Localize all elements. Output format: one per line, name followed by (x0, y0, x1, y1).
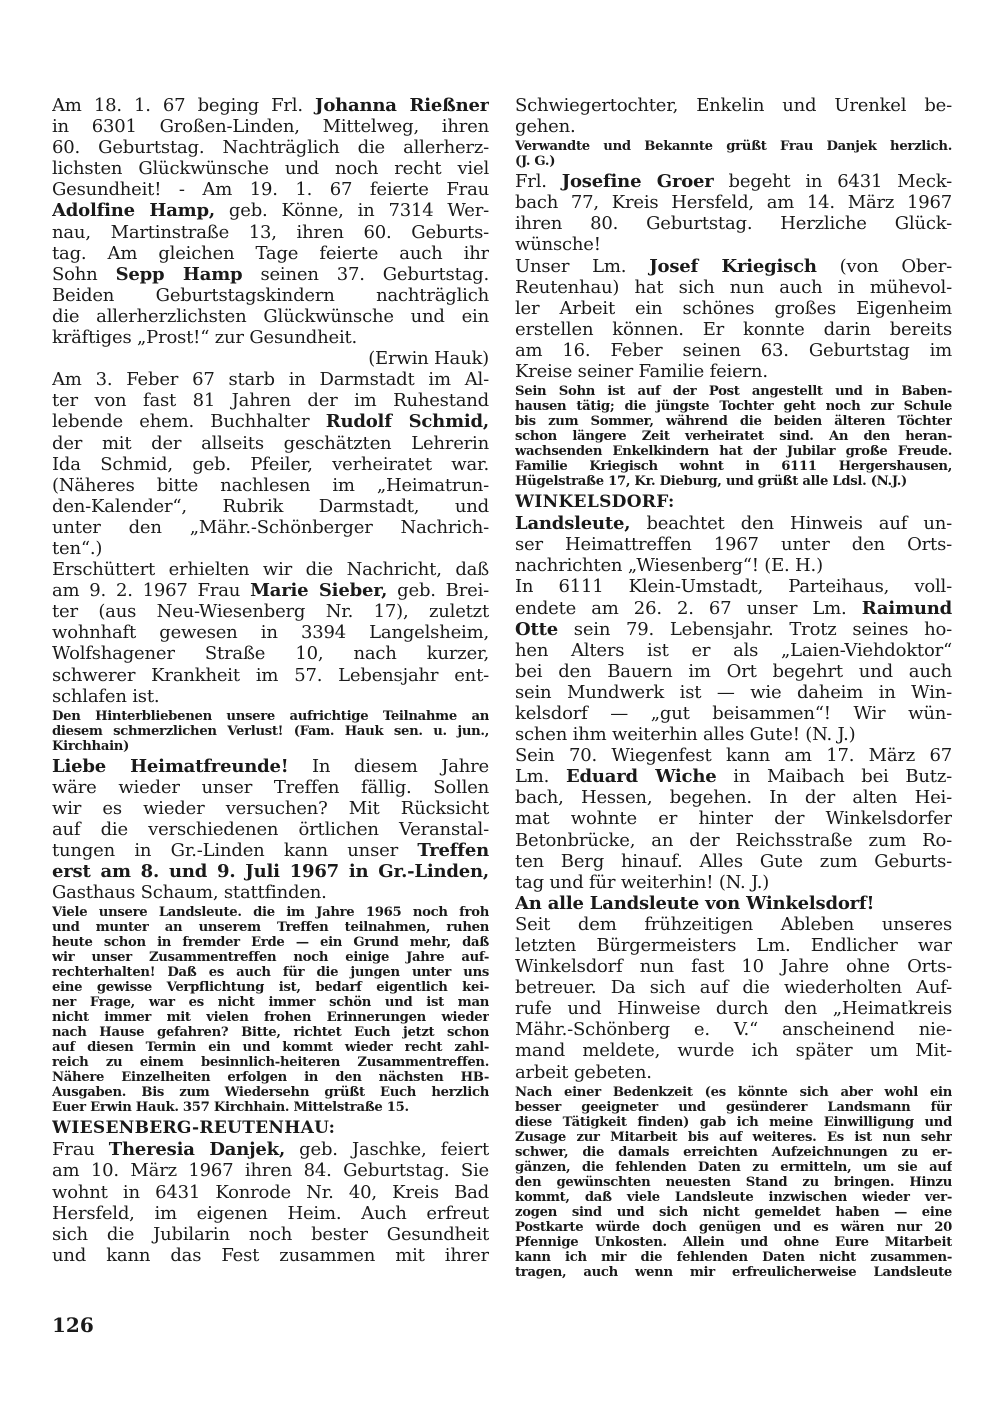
text-line (515, 977, 952, 998)
text-line (52, 1182, 489, 1203)
text-line (515, 277, 952, 298)
text-segment: seinen 37. Geburtstag. (242, 263, 489, 285)
paragraph (515, 914, 952, 1083)
text-segment: geb. Jaschke, feiert (285, 1139, 489, 1161)
text-segment: nau, Martinstraße 13, ihren 60. Geburts- (52, 221, 489, 243)
text-segment: sich die Jubilarin noch bester Gesundheit (52, 1223, 489, 1245)
text-line (515, 640, 952, 661)
bold-name: Johanna Rießner (315, 95, 489, 116)
paragraph (52, 369, 489, 559)
text-segment: Gesundheit! - Am 19. 1. 67 feierte Frau (52, 179, 489, 201)
text-segment: ten“.) (52, 537, 103, 559)
text-segment: Euer Erwin Hauk. 357 Kirchhain. Mittelstraße 15. (52, 1100, 409, 1116)
text-line (52, 1245, 489, 1266)
section-heading (515, 491, 952, 513)
text-segment: in 6301 Großen-Linden, Mittelweg, ihren (52, 116, 489, 138)
text-line (515, 1085, 952, 1100)
text-line (515, 234, 952, 255)
text-line (52, 965, 489, 980)
text-segment: Zusage zur Mitarbeit bis auf weiteres. Es ist nun sehr (515, 1129, 952, 1145)
text-line (52, 643, 489, 664)
text-line (52, 819, 489, 840)
text-segment: wohnhaft gewesen in 3394 Langelsheim, (52, 622, 489, 644)
text-line (515, 1040, 952, 1061)
text-segment: Sein 70. Wiegenfest kann am 17. März 67 (515, 745, 952, 767)
text-line (515, 361, 952, 382)
paragraph (515, 95, 952, 137)
text-segment: lichsten Glückwünsche und noch recht viel (52, 158, 489, 180)
text-segment: tragen, auch wenn mir erfreulicherweise Landsleute (515, 1264, 952, 1280)
text-line (52, 1025, 489, 1040)
text-line (515, 998, 952, 1019)
text-segment: gänzen, die fehlenden Daten zu ermitteln, um sie auf (515, 1159, 952, 1175)
text-segment: den-Kalender“, Rubrik Darmstadt, und (52, 495, 489, 517)
text-segment: auf die verschiedenen örtlichen Veranstal- (52, 819, 489, 840)
text-line (515, 830, 952, 851)
text-line (515, 399, 952, 414)
text-segment: Kreise seiner Familie feiern. (515, 361, 768, 383)
text-line (515, 914, 952, 935)
text-segment: wäre wieder unser Treffen fällig. Sollen (52, 776, 489, 798)
text-line (52, 559, 489, 580)
text-segment: Kirchhain) (52, 738, 130, 754)
text-line (515, 703, 952, 724)
text-segment: in Maibach bei Butz- (716, 766, 952, 788)
text-line (52, 137, 489, 158)
text-segment: und munter an unserem Treffen teilnahmen, ruhen (52, 920, 489, 936)
text-line (515, 851, 952, 872)
text-segment: erstellen können. Er konnte darin bereits (515, 318, 952, 340)
text-line (515, 1062, 952, 1083)
text-segment: am 10. März 1967 ihren 84. Geburtstag. Sie (52, 1160, 489, 1182)
text-line (515, 619, 952, 640)
text-segment: rufe und Hinweise durch den „Heimatkreis (515, 998, 952, 1020)
text-line (515, 340, 952, 361)
text-line (515, 1145, 952, 1160)
text-segment: reich zu einem besinnlich-heiteren Zusammentreffen. (52, 1055, 489, 1071)
text-line (515, 319, 952, 340)
bold-name: Josef Kriegisch (649, 255, 817, 277)
text-line (52, 327, 489, 348)
text-line (52, 95, 489, 116)
text-segment: Betonbrücke, an der Reichsstraße zum Ro- (515, 829, 952, 851)
paragraph (52, 1139, 489, 1266)
text-line (52, 517, 489, 538)
text-segment: Mähr.-Schönberg e. V.“ anscheinend nie- (515, 1019, 952, 1041)
text-segment: (von Ober- (816, 255, 952, 277)
text-line (52, 306, 489, 327)
text-line (515, 872, 952, 893)
text-segment: heute schon in fremder Erde — ein Grund mehr, daß (52, 935, 489, 951)
text-segment: endete am 26. 2. 67 unser Lm. (515, 597, 862, 619)
text-segment: kräftiges „Prost!“ zur Gesundheit. (52, 327, 358, 349)
text-line (52, 1070, 489, 1085)
text-segment: Pfennige Unkosten. Allein und ohne Eure Mitarbeit (515, 1234, 952, 1250)
text-segment: wünsche! (515, 234, 601, 256)
text-line (52, 348, 489, 369)
text-line (515, 1205, 952, 1220)
text-segment: ser Heimattreffen 1967 unter den Orts- (515, 534, 952, 556)
small-print-paragraph (515, 1085, 952, 1280)
text-line (515, 213, 952, 234)
text-line (515, 139, 952, 154)
text-segment: Reutenhau) hat sich nun auch in mühevol- (515, 276, 952, 298)
text-line (515, 1250, 952, 1265)
text-line (515, 491, 952, 513)
paragraph (515, 576, 952, 745)
text-line (515, 1220, 952, 1235)
text-segment: Nach einer Bedenkzeit (es könnte sich aber wohl ein (515, 1084, 952, 1100)
text-line (52, 390, 489, 411)
text-segment: Wolfshagener Straße 10, nach kurzer, (52, 643, 489, 665)
text-line (52, 1100, 489, 1115)
page-number: 126 (52, 1313, 94, 1337)
text-line (52, 739, 489, 754)
text-segment: Schwiegertochter, Enkelin und Urenkel be- (515, 95, 952, 116)
text-segment: ter (aus Neu-Wiesenberg Nr. 17), zuletzt (52, 601, 489, 623)
text-segment: Verwandte und Bekannte grüßt Frau Danjek herzlich. (515, 139, 952, 155)
text-segment: ihren 80. Geburtstag. Herzliche Glück- (515, 213, 952, 235)
text-line (515, 1190, 952, 1205)
text-segment: am 9. 2. 1967 Frau (52, 580, 251, 602)
text-segment: (J. G.) (515, 154, 556, 170)
text-segment: wir unser Zusammentreffen noch einige Jahre auf- (52, 950, 489, 966)
text-line (515, 724, 952, 745)
text-line (52, 580, 489, 601)
text-segment: kelsdorf — „gut beisammen“! Wir wün- (515, 702, 952, 724)
text-line (515, 459, 952, 474)
text-segment: hausen tätig; die jüngste Tochter geht noch zur Schule (515, 399, 952, 415)
paragraph (52, 559, 489, 707)
text-line (52, 840, 489, 861)
text-segment: Beiden Geburtstagskindern nachträglich (52, 284, 489, 306)
text-line (515, 154, 952, 169)
text-line (515, 1115, 952, 1130)
text-segment: begeht in 6431 Meck- (713, 171, 952, 193)
text-line (52, 882, 489, 903)
text-segment: Ida Schmid, geb. Pfeiler, verheiratet war. (52, 453, 489, 475)
text-segment: besser geeigneter und gesünderer Landsmann für (515, 1099, 952, 1115)
text-segment: sein Mundwerk ist — wie daheim in Win- (515, 681, 952, 703)
small-print-paragraph (515, 139, 952, 169)
text-segment: mand meldete, wurde ich später um Mit- (515, 1040, 952, 1062)
text-line (52, 411, 489, 432)
text-line (515, 384, 952, 399)
text-segment: mat wohnte er hinter der Winkelsdorfer (515, 808, 952, 830)
text-line (52, 950, 489, 965)
text-line (52, 243, 489, 264)
bold-name: Otte (515, 618, 558, 640)
text-line (515, 429, 952, 444)
text-segment: kommt, daß viele Landsleute inzwischen wieder ver- (515, 1189, 952, 1205)
bold-name: Raimund (861, 597, 952, 619)
text-line (515, 808, 952, 829)
text-segment: Hügelstraße 17, Kr. Dieburg, und grüßt alle Ldsl. (N.J.) (515, 474, 907, 490)
text-segment: tag und für weiterhin! (N. J.) (515, 871, 770, 893)
text-segment: (Näheres bitte nachlesen im „Heimatrun- (52, 474, 489, 496)
text-segment: sein 79. Lebensjahr. Trotz seines ho- (557, 618, 952, 640)
text-segment: unter den „Mähr.-Schönberger Nachrich- (52, 516, 489, 538)
text-line (515, 192, 952, 213)
text-segment: Sein Sohn ist auf der Post angestellt und in Baben- (515, 384, 952, 400)
text-segment: eine gewisse Verpflichtung ist, bedarf eigentlich kei- (52, 980, 489, 996)
text-segment: geb. Könne, in 7314 Wer- (214, 200, 489, 222)
left-column (52, 95, 489, 1266)
small-print-paragraph (52, 709, 489, 754)
text-line (515, 1130, 952, 1145)
text-segment: hen Alters ist er als „Laien-Viehdoktor“ (515, 639, 952, 661)
text-line (515, 444, 952, 459)
text-segment: wohnt in 6431 Konrode Nr. 40, Kreis Bad (52, 1181, 489, 1203)
text-segment: bach, Hessen, begehen. In der alten Hei- (515, 787, 952, 809)
text-segment: Sohn (52, 263, 116, 285)
text-line (52, 665, 489, 686)
text-segment: Viele unsere Landsleute. die im Jahre 1965 noch froh (52, 905, 489, 921)
text-line (52, 601, 489, 622)
text-segment: Hersfeld, im eigenen Heim. Auch erfreut (52, 1202, 489, 1224)
bold-name: Rudolf Schmid, (325, 411, 489, 433)
text-segment: WINKELSDORF: (515, 492, 675, 513)
text-line (52, 980, 489, 995)
text-line (52, 369, 489, 390)
paragraph (515, 256, 952, 383)
bold-name: Eduard Wiche (565, 766, 717, 788)
text-segment: geb. Brei- (387, 580, 489, 602)
text-line (515, 745, 952, 766)
text-line (52, 935, 489, 950)
text-segment: arbeit gebeten. (515, 1061, 652, 1083)
paragraph (515, 171, 952, 255)
text-segment: am 16. Feber seinen 63. Geburtstag im (515, 339, 952, 361)
small-print-paragraph (515, 384, 952, 489)
text-segment: wachsenden Enkelkindern hat der Jubilar große Freude. (515, 444, 952, 460)
text-segment: zogen sind und sich nicht gemeldet haben — eine (515, 1204, 952, 1220)
text-segment: und kann das Fest zusammen mit ihrer (52, 1244, 489, 1266)
text-segment: wir es wieder versuchen? Mit Rücksicht (52, 797, 489, 819)
text-segment: auf diesen Termin ein und kommt wieder recht zahl- (52, 1040, 489, 1056)
text-line (515, 787, 952, 808)
bold-name: Liebe Heimatfreunde! (52, 755, 289, 777)
text-line (52, 1085, 489, 1100)
text-line (52, 264, 489, 285)
small-print-paragraph (52, 905, 489, 1115)
text-segment: ter von fast 81 Jahren der im Ruhestand (52, 390, 489, 412)
text-segment: schen ihm weiterhin alles Gute! (N. J.) (515, 724, 856, 746)
text-segment: Den Hinterbliebenen unsere aufrichtige Teilnahme an (52, 708, 489, 724)
paragraph (52, 95, 489, 348)
text-line (52, 200, 489, 221)
text-line (515, 576, 952, 597)
text-line (515, 256, 952, 277)
text-segment: bis zum Sommer, während die beiden älteren Töchter (515, 414, 952, 430)
paragraph (515, 893, 952, 914)
text-line (52, 920, 489, 935)
text-segment: bach 77, Kreis Hersfeld, am 14. März 1967 (515, 192, 952, 214)
text-line (52, 995, 489, 1010)
text-segment: diesem schmerzlichen Verlust! (Fam. Hauk sen. u. jun., (52, 723, 489, 739)
right-column (515, 95, 952, 1282)
text-line (515, 1100, 952, 1115)
text-segment: Erschüttert erhielten wir die Nachricht, daß (52, 559, 489, 581)
text-line (52, 622, 489, 643)
text-line (515, 474, 952, 489)
bold-name: Josefine Groer (561, 171, 714, 193)
text-segment: nachrichten „Wiesenberg“! (E. H.) (515, 555, 823, 577)
text-line (52, 756, 489, 777)
bold-name: Landsleute, (515, 513, 631, 535)
text-segment: letzten Bürgermeisters Lm. Endlicher war (515, 935, 952, 956)
text-line (52, 1010, 489, 1025)
text-line (515, 766, 952, 787)
text-line (52, 1203, 489, 1224)
text-line (515, 534, 952, 555)
text-line (52, 454, 489, 475)
bold-name: Sepp Hamp (115, 263, 243, 285)
text-segment: (Erwin Hauk) (368, 348, 489, 370)
text-line (52, 686, 489, 707)
bold-name: Marie Sieber, (250, 580, 388, 602)
paragraph (515, 745, 952, 893)
text-segment: schwerer Krankheit im 57. Lebensjahr ent- (52, 664, 489, 686)
text-line (515, 935, 952, 956)
text-line (515, 116, 952, 137)
text-segment: die allerherzlichsten Glückwünsche und ein (52, 305, 489, 327)
text-segment: Gasthaus Schaum, stattfinden. (52, 882, 327, 904)
text-segment: 60. Geburtstag. Nachträglich die allerherz- (52, 137, 489, 159)
text-segment: Frl. (515, 171, 562, 193)
text-segment: ner Frage, war es nicht immer schön und ist man (52, 995, 489, 1011)
text-segment: schwer, die damals erreichten Aufzeichnungen zu er- (515, 1144, 952, 1160)
text-segment: schon längere Zeit verheiratet sind. An den heran- (515, 429, 952, 445)
text-line (52, 1224, 489, 1245)
text-segment: rechterhalten! Daß es auch für die jungen unter uns (52, 965, 489, 981)
text-segment: Am 3. Feber 67 starb in Darmstadt im Al- (52, 369, 489, 391)
text-segment: Ausgaben. Bis zum Wiedersehn grüßt Euch herzlich (52, 1085, 489, 1101)
text-line (515, 298, 952, 319)
text-segment: Nähere Einzelheiten erfolgen in den nächsten HB- (52, 1070, 489, 1086)
text-line (52, 158, 489, 179)
text-line (52, 1055, 489, 1070)
text-segment: WIESENBERG-REUTENHAU: (52, 1118, 336, 1139)
text-line (52, 222, 489, 243)
text-segment: Postkarte würde doch genügen und es wären nur 20 (515, 1219, 952, 1235)
text-line (52, 861, 489, 882)
section-heading (52, 1117, 489, 1139)
text-line (52, 116, 489, 137)
bold-name: Adolfine Hamp, (52, 200, 215, 222)
text-segment: Lm. (515, 766, 566, 788)
text-line (52, 905, 489, 920)
text-line (52, 1139, 489, 1160)
text-segment: Winkelsdorf nun fast 10 Jahre ohne Orts- (515, 956, 952, 978)
text-line (515, 956, 952, 977)
paragraph (515, 513, 952, 576)
text-segment: gehen. (515, 116, 576, 138)
text-line (515, 1019, 952, 1040)
text-line (52, 475, 489, 496)
text-segment: In diesem Jahre (288, 755, 489, 777)
text-line (52, 709, 489, 724)
text-segment: nach Hause gefahren? Bitte, richtet Euch jetzt schon (52, 1025, 489, 1041)
text-line (515, 513, 952, 534)
text-line (515, 1265, 952, 1280)
text-segment: schlafen ist. (52, 685, 160, 707)
paragraph (52, 348, 489, 369)
text-segment: beachtet den Hinweis auf un- (630, 513, 952, 535)
text-line (52, 179, 489, 200)
text-line (515, 1175, 952, 1190)
text-segment: In 6111 Klein-Umstadt, Parteihaus, voll- (515, 576, 952, 598)
text-line (515, 555, 952, 576)
text-line (515, 414, 952, 429)
bold-name: Treffen (417, 840, 489, 862)
text-segment: ler Arbeit ein schönes großes Eigenheim (515, 297, 952, 319)
text-segment: betreuer. Da sich auf die wiederholten Auf- (515, 977, 952, 999)
text-line (515, 598, 952, 619)
text-line (515, 893, 952, 914)
text-segment: Am 18. 1. 67 beging Frl. (52, 95, 316, 116)
text-line (52, 777, 489, 798)
text-line (515, 682, 952, 703)
text-line (515, 661, 952, 682)
text-segment: tag. Am gleichen Tage feierte auch ihr (52, 242, 489, 264)
text-line (515, 171, 952, 192)
text-line (515, 1235, 952, 1250)
text-segment: Frau (52, 1139, 109, 1161)
text-segment: der mit der allseits geschätzten Lehrerin (52, 432, 489, 454)
text-segment: Seit dem frühzeitigen Ableben unseres (515, 913, 952, 935)
text-segment: Unser Lm. (515, 255, 650, 277)
text-segment: den gewünschten neuesten Stand zu bringen. Hinzu (515, 1174, 952, 1190)
text-segment: bei den Bauern im Ort begehrt und auch (515, 660, 952, 682)
text-line (52, 285, 489, 306)
text-segment: diese Tätigkeit finden) gab ich meine Einwilligung und (515, 1114, 952, 1130)
text-line (52, 496, 489, 517)
bold-name: erst am 8. und 9. Juli 1967 in Gr.-Linden, (52, 861, 489, 883)
text-line (52, 1040, 489, 1055)
paragraph (52, 756, 489, 904)
bold-name: An alle Landsleute von Winkelsdorf! (515, 892, 875, 914)
text-segment: kann ich mir die fehlenden Daten nicht zusammen- (515, 1249, 952, 1265)
text-segment: Familie Kriegisch wohnt in 6111 Hergershausen, (515, 459, 952, 475)
text-line (515, 95, 952, 116)
text-segment: tungen in Gr.-Linden kann unser (52, 840, 418, 862)
text-line (515, 1160, 952, 1175)
text-segment: nicht immer mit vielen frohen Erinnerungen wieder (52, 1010, 489, 1026)
text-line (52, 798, 489, 819)
text-line (52, 724, 489, 739)
text-line (52, 1117, 489, 1139)
bold-name: Theresia Danjek, (108, 1139, 286, 1161)
text-line (52, 1160, 489, 1181)
text-line (52, 433, 489, 454)
text-segment: ten Berg hinauf. Alles Gute zum Geburts- (515, 850, 952, 872)
text-segment: lebende ehem. Buchhalter (52, 411, 326, 433)
text-line (52, 538, 489, 559)
